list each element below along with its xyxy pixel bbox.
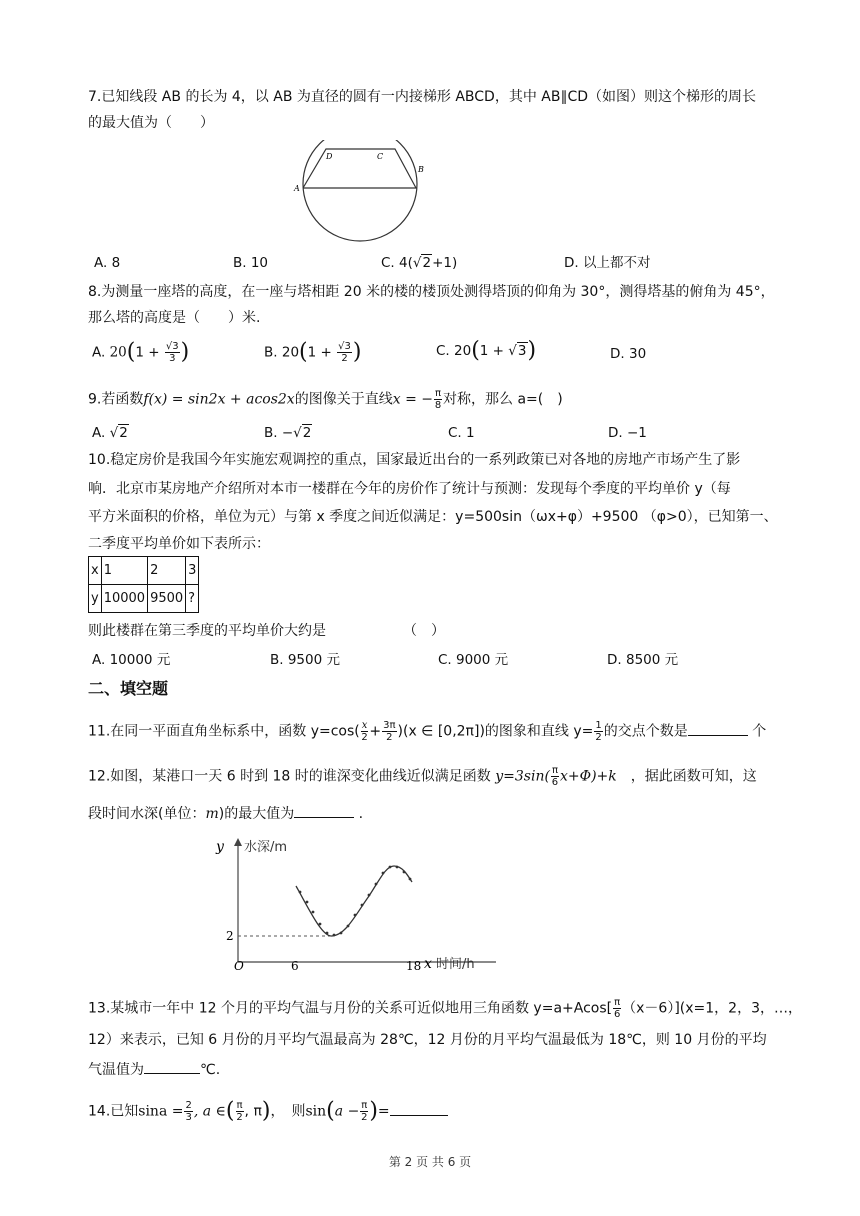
y-axis-label: 水深/m <box>244 840 288 855</box>
q10-line5: 则此楼群在第三季度的平均单价大约是 （ ） <box>88 623 445 639</box>
q7-circle-figure <box>290 140 425 246</box>
circle <box>303 140 417 241</box>
q10-option-a: A. 10000 元 <box>92 652 171 668</box>
q10-line2: 响．北京市某房地产介绍所对本市一楼群在今年的房价作了统计与预测：发现每个季度的平均单价 y（每 <box>88 481 731 497</box>
q8-option-c: C. 20(1 + √3) <box>436 338 537 363</box>
table-cell: ? <box>186 585 199 613</box>
q9-option-b: B. −√2 <box>264 425 312 441</box>
table-cell: x <box>89 557 102 585</box>
x-axis-letter: x <box>424 956 432 972</box>
label-c: C <box>377 152 384 161</box>
table-cell: 1 <box>101 557 147 585</box>
table-row <box>89 585 199 613</box>
page-footer: 第 2 页 共 6 页 <box>388 1155 472 1169</box>
tick-18: 18 <box>406 959 422 973</box>
table-cell: y <box>89 585 102 613</box>
y-axis-letter: y <box>216 839 224 855</box>
origin-label: O <box>234 959 244 973</box>
q8-line2: 那么塔的高度是（ ）米. <box>88 310 261 326</box>
q7-option-b: B. 10 <box>233 255 269 271</box>
x-axis-label: 时间/h <box>436 957 475 972</box>
table-cell: 2 <box>148 557 186 585</box>
q7-option-c: C. 4(√2+1) <box>381 255 458 271</box>
q10-line1: 10.稳定房价是我国今年实施宏观调控的重点，国家最近出台的一系列政策已对各地的房地产市场产生了影 <box>88 452 741 468</box>
y-axis-arrow <box>234 838 242 846</box>
q8-option-a: A. 20(1 + $\frac{√3}{3}$ ) <box>92 339 190 365</box>
q10-option-d: D. 8500 元 <box>607 652 679 668</box>
q10-line3: 平方米面积的价格，单位为元）与第 x 季度之间近似满足：y=500sin（ωx+φ）+9500 （φ>0），已知第一、 <box>88 509 778 525</box>
q12-line2: 段时间水深(单位：m)的最大值为 . <box>88 803 363 824</box>
q11-line: 11.在同一平面直角坐标系中，函数 y=cos( $\frac{x}{2}$ + $\frac{3\pi}{2}$ )(x ∈ [0,2π])的图象和直线 y= $\frac{1}{2}$ 的交点个数是 个 <box>88 720 767 743</box>
sample-points <box>299 866 412 937</box>
label-b: B <box>418 165 424 174</box>
tick-2: 2 <box>226 929 234 943</box>
q12-water-depth-graph <box>214 834 504 974</box>
table-cell: 10000 <box>101 585 147 613</box>
section-heading: 二、填空题 <box>88 679 169 698</box>
q10-option-c: C. 9000 元 <box>438 652 509 668</box>
q12-line1: 12.如图，某港口一天 6 时到 18 时的谁深变化曲线近似满足函数 y=3sin( $\frac{\pi}{6}$ x+Φ)+k ，据此函数可知，这 <box>88 765 757 788</box>
tick-6: 6 <box>291 959 299 973</box>
q9-line: 9.若函数f(x) = sin2x + acos2x的图像关于直线x = − $\frac{\pi}{8}$ 对称，那么 a=( ) <box>88 388 563 411</box>
q9-option-d: D. −1 <box>608 425 647 441</box>
q9-option-a: A. √2 <box>92 425 128 441</box>
table-row <box>89 557 199 585</box>
q13-line1: 13.某城市一年中 12 个月的平均气温与月份的关系可近似地用三角函数 y=a+Acos[ $\frac{\pi}{6}$ （x－6）](x=1，2，3，…， <box>88 997 802 1020</box>
depth-curve <box>296 866 412 936</box>
q8-option-d: D. 30 <box>610 346 647 362</box>
q9-option-c: C. 1 <box>448 425 475 441</box>
q7-option-d: D. 以上都不对 <box>564 255 651 271</box>
q10-data-table <box>88 556 199 613</box>
q10-line4: 二季度平均单价如下表所示： <box>88 536 270 552</box>
trapezoid <box>303 149 416 188</box>
q7-line1: 7.已知线段 AB 的长为 4，以 AB 为直径的圆有一内接梯形 ABCD，其中 AB∥CD（如图）则这个梯形的周长 <box>88 89 757 105</box>
label-a: A <box>294 184 300 193</box>
q10-option-b: B. 9500 元 <box>270 652 340 668</box>
q14-line: 14.已知sina = $\frac{2}{3}$ , a ∈( $\frac{\pi}{2}$ , π)， 则sin(a − $\frac{\pi}{2}$ )= <box>88 1100 448 1123</box>
q8-line1: 8.为测量一座塔的高度，在一座与塔相距 20 米的楼的楼顶处测得塔顶的仰角为 30°，测得塔基的俯角为 45°， <box>88 284 775 300</box>
table-cell: 9500 <box>148 585 186 613</box>
label-d: D <box>326 152 333 161</box>
q13-line2: 12）来表示，已知 6 月份的月平均气温最高为 28℃，12 月份的月平均气温最低为 18℃，则 10 月份的平均 <box>88 1032 767 1048</box>
q8-option-b: B. 20(1 + $\frac{√3}{2}$ ) <box>264 339 362 365</box>
q13-line3: 气温值为 ℃. <box>88 1059 220 1080</box>
q7-line2: 的最大值为（ ） <box>88 115 214 131</box>
q7-option-a: A. 8 <box>94 255 121 271</box>
table-cell: 3 <box>186 557 199 585</box>
